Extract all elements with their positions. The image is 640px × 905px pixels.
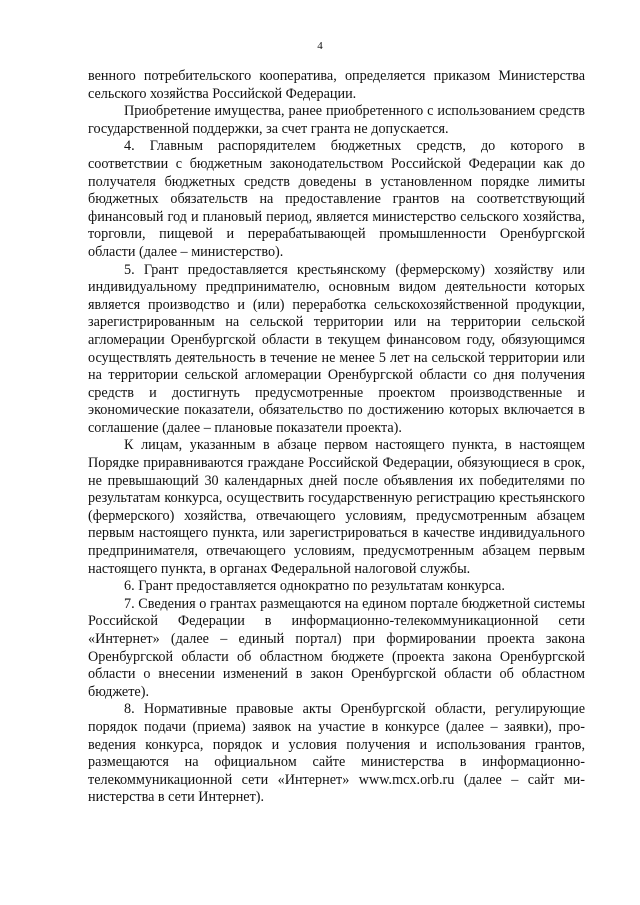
paragraph-item-6: 6. Грант предоставляется однократно по результатам конкурса. [124,578,505,595]
document-body [88,68,585,807]
paragraph-item-8: 8. Нормативные правовые акты Оренбургской области, регулирующие порядок подачи (приема) заявок на участие в конкурсе (далее – заявки), проведения конкурса, порядок и условия получения и использования грантов, размещаются на официальном сайте министерства в информационно-телекоммуникационной сети «Интернет» www.mcx.orb.ru (далее – сайт министерства в сети Интернет). [88,701,585,806]
paragraph-item-7: 7. Сведения о грантах размещаются на едином портале бюджетной системы Российской Федерации в информационно-телекоммуникационной сети «Интернет» (далее – единый портал) при формировании проекта закона Оренбургской области об областном бюджете (проекта закона Оренбургской области о внесении изменений в закон Оренбургской области об областном бюджете). [88,595,585,700]
page-number: 4 [317,40,323,52]
paragraph-continued: венного потребительского кооператива, определяется приказом Министерства сельского хозяйства Российской Федерации. [88,68,585,102]
paragraph-item-5-citizens: К лицам, указанным в абзаце первом настоящего пункта, в настоящем Порядке приравниваются граждане Российской Федерации, обязующиеся в срок, не превышающий 30 календарных дней после объявления их победителями по результатам конкурса, осуществить государственную регистрацию крестьянского (фермерского) хозяйства, отвечающего условиям, предусмотренным абзацем первым настоящего пункта, или зарегистрироваться в качестве индивидуального предпринимателя, отвечающего условиям, предусмотренным абзацем первым настоящего пункта, в органах Федеральной налоговой службы. [88,437,585,577]
paragraph-item-5: 5. Грант предоставляется крестьянскому (фермерскому) хозяйству или индивидуальному предпринимателю, основным видом деятельности которых является производство и (или) переработка сельскохозяйственной продукции, зарегистрированным на сельской территории или на территории сельской агломерации Оренбургской области в текущем финансовом году, обязующимся осуществлять деятельность в течение не менее 5 лет на сельской территории или на территории сельской агломерации Оренбургской области со дня получения средств и достигнуть предусмотренные проектом производственные и экономические показатели, обязательство по достижению которых включается в соглашение (далее – плановые показатели проекта). [88,261,585,436]
paragraph-property-restriction: Приобретение имущества, ранее приобретенного с использованием средств государственной поддержки, за счет гранта не допускается. [88,103,585,137]
paragraph-item-4: 4. Главным распорядителем бюджетных средств, до которого в соответствии с бюджетным законодательством Российской Федерации как до получателя бюджетных средств доведены в установленном порядке лимиты бюджетных обязательств на предоставление грантов на соответствующий финансовый год и плановый период, является министерство сельского хозяйства, торговли, пищевой и перерабатывающей промышленности Оренбургской области (далее – министерство). [88,138,585,260]
